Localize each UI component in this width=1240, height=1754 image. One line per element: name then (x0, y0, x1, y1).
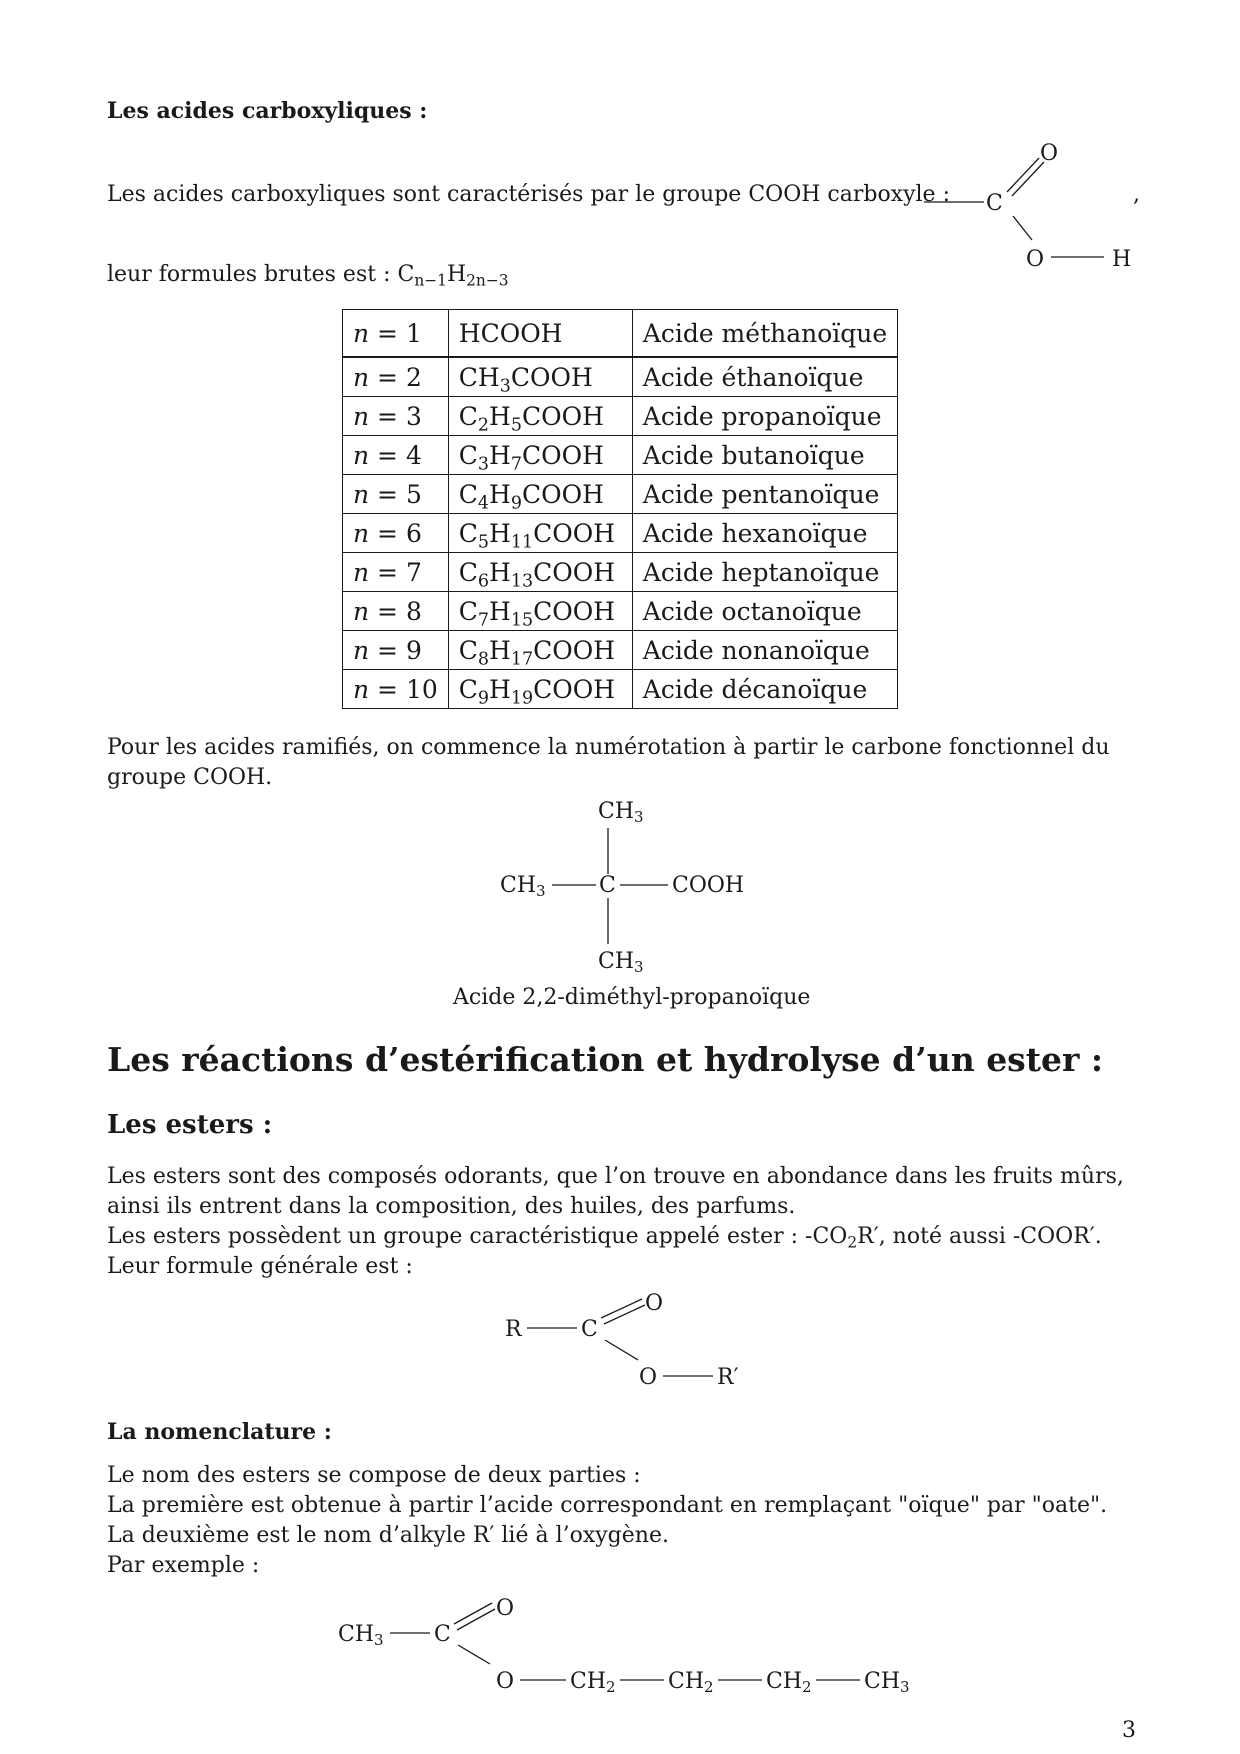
branched-acid-diagram (500, 796, 780, 976)
comma: , (1133, 182, 1140, 207)
cell-n: n = 5 (343, 475, 449, 514)
cell-formula: $C_8H_{17}COOH$ (448, 631, 632, 670)
p2-part-b: R′, noté aussi -COOR′. (857, 1224, 1102, 1249)
formula-c-sub: n−1 (414, 271, 447, 290)
cell-n: n = 2 (343, 357, 449, 397)
formula-h: H (446, 262, 467, 287)
double-bond-line-2 (604, 1305, 645, 1324)
cell-n: n = 9 (343, 631, 449, 670)
atom-c: C (434, 1622, 451, 1647)
table-row (343, 670, 898, 709)
atom-o-top: O (496, 1596, 515, 1621)
cell-formula: $C_2H_5COOH$ (448, 397, 632, 436)
nomenclature-line-3: La deuxième est le nom d’alkyle R′ lié à l’oxygène. (107, 1523, 669, 1548)
atom-h: H (1112, 247, 1132, 272)
atom-o-top: O (1040, 141, 1059, 166)
page-number: 3 (1122, 1718, 1136, 1743)
acids-table (342, 309, 898, 709)
group-ch2-a: CH2 (570, 1669, 616, 1696)
table-row (343, 514, 898, 553)
cell-name: Acide nonanoïque (632, 631, 897, 670)
formula-prefix: leur formules brutes est : (107, 262, 391, 287)
section-title-acides: Les acides carboxyliques : (107, 98, 428, 124)
cell-formula: $CH_3COOH$ (448, 357, 632, 397)
group-cooh: COOH (672, 873, 745, 898)
cell-name: Acide heptanoïque (632, 553, 897, 592)
subtitle-esters: Les esters : (107, 1110, 273, 1140)
table-row (343, 397, 898, 436)
group-ch3-left: CH3 (338, 1622, 384, 1649)
atom-r: R (505, 1317, 522, 1342)
p2-sub: 2 (847, 1233, 858, 1252)
table-row (343, 592, 898, 631)
atom-r-prime: R′ (717, 1365, 739, 1390)
cell-formula: $C_3H_7COOH$ (448, 436, 632, 475)
table-row (343, 475, 898, 514)
table-row (343, 553, 898, 592)
cell-formula: $C_5H_{11}COOH$ (448, 514, 632, 553)
cell-n: n = 10 (343, 670, 449, 709)
group-ch3-top: CH3 (598, 799, 644, 826)
cell-n: n = 4 (343, 436, 449, 475)
bond-line (605, 1340, 638, 1360)
atom-o: O (639, 1365, 658, 1390)
table-row (343, 310, 898, 358)
atom-o-top: O (645, 1291, 664, 1316)
esters-paragraph-1: Les esters sont des composés odorants, que l’on trouve en abondance dans les fruits mûrs, ainsi ils entrent dans la composition, des huiles, des parfums. (107, 1164, 1124, 1219)
nomenclature-line-2: La première est obtenue à partir l’acide correspondant en remplaçant "oïque" par "oate". (107, 1493, 1108, 1518)
group-ch3-bottom: CH3 (598, 949, 644, 976)
esters-paragraph-2 (107, 1222, 1102, 1252)
esters-paragraph-3: Leur formule générale est : (107, 1254, 413, 1279)
double-bond-line-1 (1007, 158, 1039, 192)
cell-formula: HCOOH (448, 310, 632, 358)
cell-n: n = 8 (343, 592, 449, 631)
bond-line (458, 1645, 490, 1664)
branched-text: Pour les acides ramifiés, on commence la numérotation à partir le carbone fonctionnel du groupe COOH. (107, 735, 1110, 790)
atom-o: O (1026, 247, 1045, 272)
ester-example-diagram (338, 1585, 938, 1700)
branched-caption: Acide 2,2-diméthyl-propanoïque (453, 985, 811, 1010)
cell-n: n = 7 (343, 553, 449, 592)
section-title-esterification: Les réactions d’estérification et hydrolyse d’un ester : (107, 1040, 1104, 1079)
formula-h-sub: 2n−3 (466, 271, 509, 290)
atom-o: O (496, 1669, 515, 1694)
carboxyl-group-diagram (920, 136, 1160, 276)
cell-formula: $C_7H_{15}COOH$ (448, 592, 632, 631)
group-ch2-c: CH2 (766, 1669, 812, 1696)
cell-name: Acide butanoïque (632, 436, 897, 475)
table-row (343, 357, 898, 397)
cell-n: n = 1 (343, 310, 449, 358)
double-bond-line-1 (601, 1299, 642, 1318)
p2-part-a: Les esters possèdent un groupe caractéristique appelé ester : -CO (107, 1224, 848, 1249)
cell-n: n = 6 (343, 514, 449, 553)
cell-name: Acide méthanoïque (632, 310, 897, 358)
cell-name: Acide décanoïque (632, 670, 897, 709)
bond-line (1013, 216, 1032, 240)
nomenclature-line-4: Par exemple : (107, 1553, 260, 1578)
formula-c: C (397, 262, 415, 287)
group-ch3-right: CH3 (864, 1669, 910, 1696)
nomenclature-title: La nomenclature : (107, 1419, 332, 1445)
table-row (343, 436, 898, 475)
table-row (343, 631, 898, 670)
cell-name: Acide propanoïque (632, 397, 897, 436)
double-bond-line-2 (1012, 162, 1044, 196)
cell-n: n = 3 (343, 397, 449, 436)
cell-name: Acide hexanoïque (632, 514, 897, 553)
cell-name: Acide éthanoïque (632, 357, 897, 397)
atom-c-center: C (599, 873, 616, 898)
cell-name: Acide octanoïque (632, 592, 897, 631)
nomenclature-line-1: Le nom des esters se compose de deux parties : (107, 1463, 641, 1488)
ester-general-diagram (505, 1290, 765, 1400)
group-ch3-left: CH3 (500, 873, 546, 900)
cell-name: Acide pentanoïque (632, 475, 897, 514)
formula-line (107, 260, 509, 290)
atom-c: C (581, 1317, 598, 1342)
cell-formula: $C_6H_{13}COOH$ (448, 553, 632, 592)
cell-formula: $C_9H_{19}COOH$ (448, 670, 632, 709)
group-ch2-b: CH2 (668, 1669, 714, 1696)
atom-c: C (986, 191, 1003, 216)
cell-formula: $C_4H_9COOH$ (448, 475, 632, 514)
intro-text: Les acides carboxyliques sont caractérisés par le groupe COOH carboxyle : (107, 182, 950, 207)
